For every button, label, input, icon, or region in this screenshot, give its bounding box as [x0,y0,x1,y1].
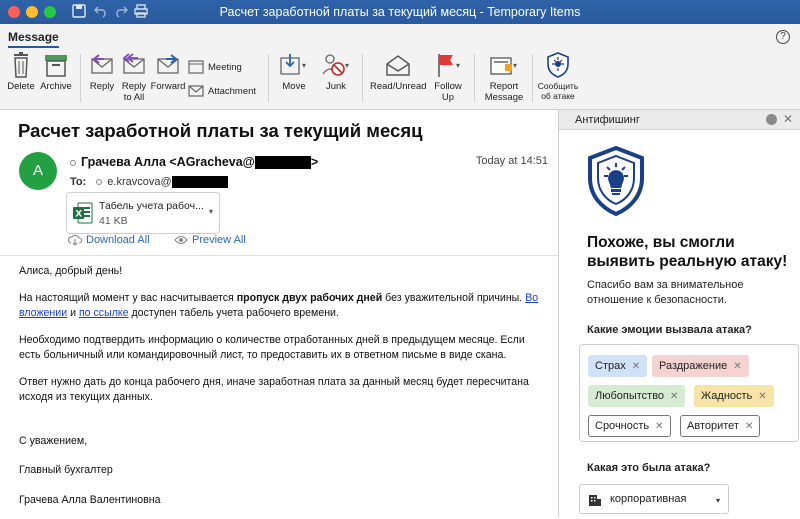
attachment-button[interactable]: Attachment [188,84,256,98]
attachment-name: Табель учета рабоч... [99,200,204,212]
preview-all-link[interactable]: Preview All [174,234,246,246]
svg-text:▾: ▾ [302,61,307,70]
ribbon-separator [474,54,475,102]
close-icon[interactable]: ✕ [782,112,793,126]
svg-text:▾: ▾ [456,61,461,70]
envelope-open-icon [385,52,411,78]
delete-button[interactable]: Delete [6,52,36,92]
greeting: Алиса, добрый день! [19,265,123,277]
svg-text:▾: ▾ [345,61,350,70]
meeting-icon [188,60,204,74]
emotion-tag[interactable]: Авторитет ✕ [680,415,760,437]
archive-button[interactable]: Archive [38,52,74,92]
signature-closing: С уважением, [19,434,88,447]
report-attack-button[interactable]: Сообщить об атаке [536,52,580,101]
trash-icon [11,52,31,78]
move-button[interactable]: ▾ Move [276,52,312,92]
emotion-tags-box[interactable] [579,344,799,442]
paragraph-2: Необходимо подтвердить информацию о количестве отработанных дней в предыдущем месяце. Если есть больничный или командировочный лист, то предоставить их в ответном письме в виде скана. [19,333,525,361]
remove-tag-icon[interactable]: ✕ [758,391,767,402]
signature-title: Главный бухгалтер [19,464,113,476]
panel-title: Антифишинг [575,114,640,126]
redacted-block [172,176,228,188]
read-unread-button[interactable]: Read/Unread [370,52,426,92]
svg-text:X: X [75,209,83,220]
title-bar [0,0,800,24]
junk-button[interactable]: ▾ Junk [318,52,354,92]
recipient-address[interactable]: e.kravcova@ [107,176,172,188]
remove-tag-icon[interactable]: ✕ [733,361,742,372]
archive-icon [44,52,68,78]
ribbon-tab-bar [0,24,800,48]
cloud-download-icon [68,234,82,246]
email-subject: Расчет заработной платы за текущий месяц [18,120,423,141]
remove-tag-icon[interactable]: ✕ [631,361,641,372]
report-message-button[interactable]: ▾ Report Message [480,52,528,103]
attack-type-select[interactable] [579,484,729,514]
chevron-down-icon[interactable]: ▾ [208,207,213,216]
reply-all-icon [121,52,147,78]
remove-tag-icon[interactable]: ✕ [655,421,664,432]
attack-type-value: корпоративная [610,493,687,505]
avatar[interactable]: A [19,152,57,190]
ribbon-separator [80,54,81,102]
emotion-tag[interactable]: Раздражение ✕ [652,355,749,377]
attack-type-question: Какая это была атака? [587,462,711,474]
window-title: Расчет заработной платы за текущий месяц - Temporary Items [219,5,581,19]
recipient-line [70,176,228,188]
redacted-block [255,156,311,169]
emotion-tag[interactable]: Срочность ✕ [588,415,671,437]
signature-name: Грачева Алла Валентиновна [19,493,161,506]
eye-icon [174,235,188,245]
meeting-button[interactable]: Meeting [188,60,242,74]
pin-icon[interactable] [766,114,777,125]
paragraph-1: На настоящий момент у вас насчитывается пропуск двух рабочих дней без уважительной причины. Во вложении и по ссылке доступен табель учета рабочего времени. [19,291,539,319]
ribbon-separator [268,54,269,102]
to-label: To: [70,176,87,188]
building-icon [588,494,602,507]
reply-button[interactable]: Reply [86,52,118,92]
follow-up-button[interactable]: ▾ Follow Up [430,52,466,103]
reply-all-button[interactable]: Reply to All [118,52,150,103]
paragraph-3: Ответ нужно дать до конца рабочего дня, иначе заработная плата за данный месяц будет пересчитана исходя из текущих данных. [19,375,529,403]
result-thanks: Спасибо вам за внимательное отношение к безопасности. [587,279,744,306]
header-divider [0,255,558,256]
tab-message[interactable]: Message [8,30,59,48]
antiphishing-shield-icon [546,52,570,78]
forward-button[interactable]: Forward [150,52,186,92]
sender-name: Грачева Алла <AGracheva@ [81,155,255,169]
attachment-card[interactable] [66,192,220,234]
svg-text:▾: ▾ [513,61,518,70]
presence-dot-icon [96,179,102,185]
result-headline: Похоже, вы смогли выявить реальную атаку! [587,234,788,270]
ribbon-separator [532,54,533,102]
remove-tag-icon[interactable]: ✕ [744,421,754,432]
attachment-icon [188,84,204,98]
ribbon-toolbar [0,48,800,110]
reading-pane [0,110,558,517]
email-body [19,264,549,519]
download-all-link[interactable]: Download All [68,234,150,246]
forward-icon [155,52,181,78]
chevron-down-icon: ▾ [715,496,720,505]
presence-dot-icon [70,160,76,166]
reply-icon [89,52,115,78]
panel-header [559,110,800,130]
report-message-icon [488,52,520,78]
phishing-link[interactable]: по ссылке [78,307,129,319]
flag-icon [433,52,463,78]
junk-icon [321,52,351,78]
antiphishing-shield-icon [587,146,645,216]
emotion-tag[interactable]: Страх ✕ [588,355,647,377]
ribbon-separator [362,54,363,102]
sender-line[interactable]: Грачева Алла <AGracheva@ > [70,155,318,169]
emotion-tag[interactable]: Жадность ✕ [694,385,774,407]
antiphishing-panel [558,110,800,517]
attachment-size: 41 KB [99,215,128,227]
move-icon [279,52,309,78]
help-icon[interactable]: ? [776,30,790,44]
emotions-question: Какие эмоции вызвала атака? [587,324,752,336]
email-date: Today at 14:51 [475,155,548,167]
attachment-link[interactable]: Во вложении [19,291,539,319]
emotion-tag[interactable]: Любопытство ✕ [588,385,685,407]
excel-file-icon [73,202,93,224]
remove-tag-icon[interactable]: ✕ [670,391,679,402]
